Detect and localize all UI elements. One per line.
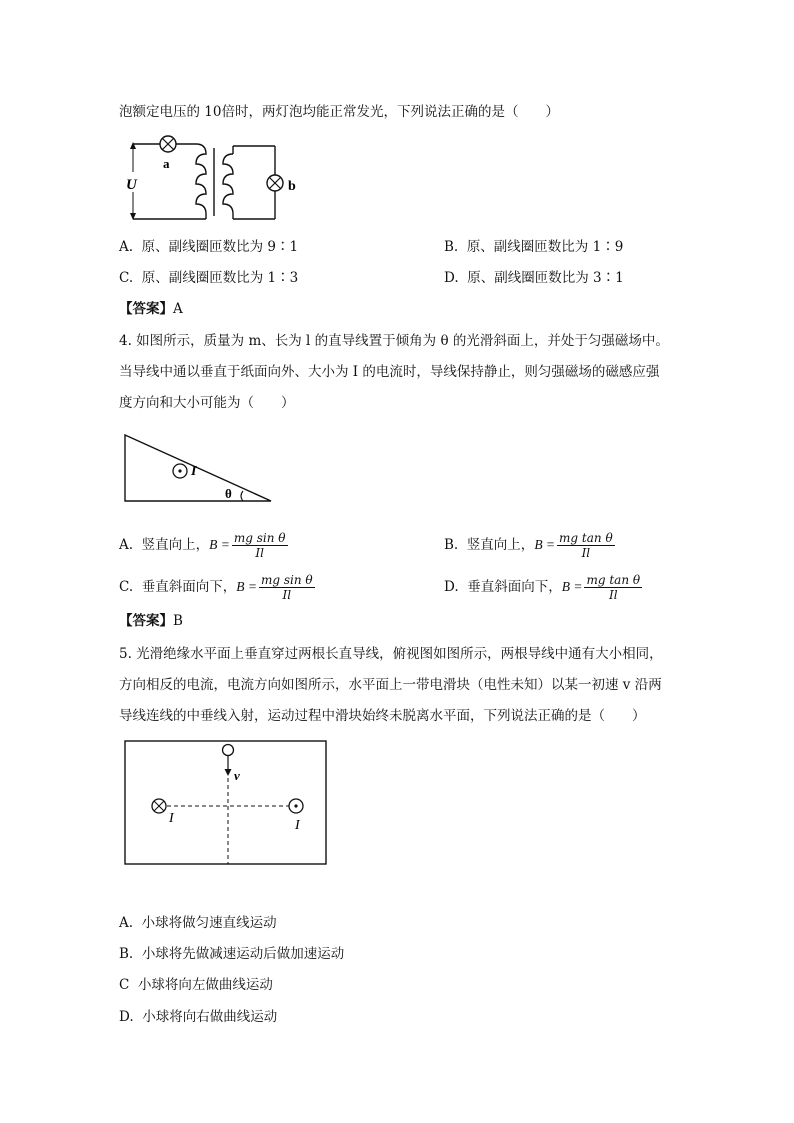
q3-option-d: D. 原、副线圈匝数比为 3∶1 — [444, 270, 624, 286]
q4-option-b: B. 竖直向上，B = $\frac{\text{mg tan θ}}{Il}$ — [444, 531, 613, 560]
label-i-right: I — [295, 818, 300, 833]
label-b: b — [288, 179, 296, 194]
q5-wires-figure — [122, 738, 330, 868]
q4-stem-line1: 4. 如图所示，质量为 m、长为 l 的直导线置于倾角为 θ 的光滑斜面上，并处于匀强磁场中。 — [119, 333, 669, 349]
q4-answer: 【答案】B — [119, 613, 183, 629]
q5-option-b: B. 小球将先做减速运动后做加速运动 — [119, 946, 345, 962]
charged-slider-icon — [223, 745, 234, 756]
q4-option-d: D. 垂直斜面向下，B = $\frac{\text{mg tan θ}}{Il}$ — [444, 573, 641, 602]
q3-option-c: C. 原、副线圈匝数比为 1∶3 — [119, 270, 299, 286]
label-u: U — [126, 177, 137, 193]
q4-option-a: A. 竖直向上，B = $\frac{\text{mg sin θ}}{Il}$ — [119, 531, 286, 560]
label-a: a — [163, 156, 170, 171]
label-theta: θ — [225, 486, 232, 501]
label-i-left: I — [169, 811, 174, 826]
q4-option-c: C. 垂直斜面向下，B = $\frac{\text{mg sin θ}}{Il}$ — [119, 573, 313, 602]
q5-stem-line3: 导线连线的中垂线入射，运动过程中滑块始终未脱离水平面，下列说法正确的是（ ） — [119, 708, 646, 724]
q3-circuit-figure — [120, 132, 305, 224]
q4-stem-line2: 当导线中通以垂直于纸面向外、大小为 I 的电流时，导线保持静止，则匀强磁场的磁感应强 — [119, 364, 660, 380]
label-i: I — [191, 464, 197, 479]
q3-option-a: A. 原、副线圈匝数比为 9∶1 — [119, 239, 299, 255]
q5-stem-line2: 方向相反的电流，电流方向如图所示，水平面上一带电滑块（电性未知）以某一初速 v 沿两 — [119, 677, 662, 693]
q5-option-a: A. 小球将做匀速直线运动 — [119, 915, 277, 931]
q4-stem-line3: 度方向和大小可能为（ ） — [119, 395, 295, 411]
q3-option-b: B. 原、副线圈匝数比为 1∶9 — [444, 239, 624, 255]
q3-answer: 【答案】A — [119, 301, 183, 317]
q5-stem-line1: 5. 光滑绝缘水平面上垂直穿过两根长直导线，俯视图如图所示，两根导线中通有大小相同， — [119, 646, 663, 662]
q3-stem: 泡额定电压的 10倍时，两灯泡均能正常发光，下列说法正确的是（ ） — [119, 104, 559, 120]
q4-incline-figure — [120, 430, 280, 506]
label-v: v — [234, 768, 240, 783]
q5-option-c: C 小球将向左做曲线运动 — [119, 977, 273, 993]
q5-option-d: D. 小球将向右做曲线运动 — [119, 1009, 278, 1025]
